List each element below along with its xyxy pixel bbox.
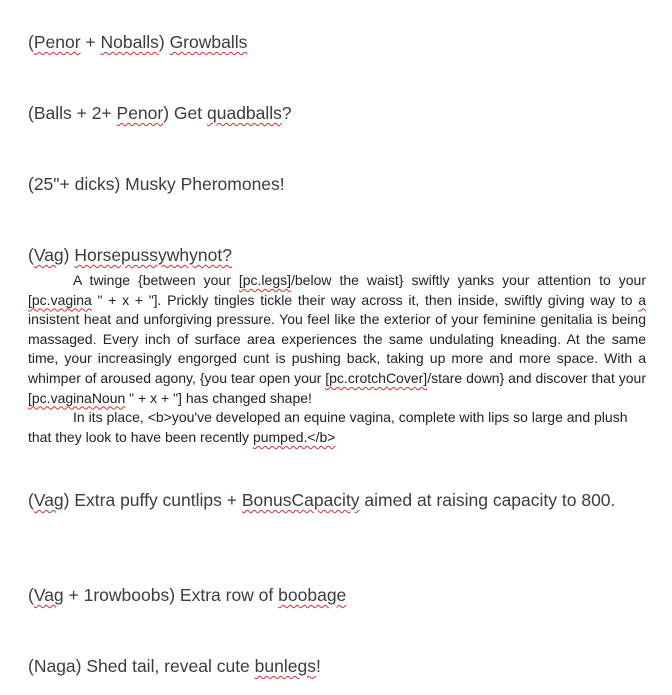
spellcheck-word[interactable]: Growballs (169, 32, 248, 52)
spellcheck-word[interactable]: [pc.legs] (238, 272, 291, 288)
heading-text: ) (63, 245, 75, 265)
heading-text: ? (281, 103, 292, 123)
heading-text: ( (28, 490, 34, 510)
heading-puffy-cuntlips (28, 488, 628, 512)
heading-text: + (80, 32, 101, 52)
heading-extra-row-boobage (28, 584, 346, 606)
body-text (28, 271, 646, 447)
heading-text: ) Extra puffy cuntlips + (63, 490, 242, 510)
spellcheck-word[interactable]: Noballs (100, 32, 159, 52)
spellcheck-word[interactable]: [pc.vaginaNoun (28, 389, 126, 406)
heading-text: ( (28, 585, 34, 605)
spellcheck-word[interactable]: Vag (33, 585, 64, 605)
spellcheck-word[interactable]: Vag (33, 490, 64, 510)
heading-text: + 1rowboobs) Extra row of (63, 585, 279, 605)
heading-text: (25"+ dicks) Musky Pheromones! (28, 174, 285, 194)
heading-text: aimed at raising capacity to 800. (359, 490, 616, 510)
spellcheck-word[interactable]: Horsepussywhynot? (74, 245, 232, 265)
heading-text: ) Get (163, 103, 207, 123)
spellcheck-word[interactable]: [pc.vagina (28, 291, 92, 308)
spellcheck-word[interactable]: bunlegs (254, 656, 316, 676)
heading-musky-pheromones (28, 173, 285, 195)
heading-text: ( (28, 32, 34, 52)
heading-growballs (28, 31, 247, 53)
spellcheck-word[interactable]: a (638, 291, 646, 308)
heading-horsepussy (28, 244, 232, 266)
heading-text: ) (158, 32, 170, 52)
spellcheck-word[interactable]: pumped.</b> (252, 428, 336, 445)
spellcheck-word[interactable]: Penor (33, 32, 81, 52)
heading-shed-tail (28, 655, 321, 677)
body-paragraph: A twinge {between your [pc.legs]/below the waist} swiftly yanks your attention to your [pc.vagina " + x + "]. Prickly tingles tickle their way across it, then inside, swiftly giving way to a insistent heat and unforgiving pressure. You feel like the exterior of your feminine genitalia is being massaged. Every inch of surface area experiences the same undulating kneading. At the same time, your increasingly engorged cunt is pushing back, taking up more and more space. With a whimper of aroused agony, {you tear open your [pc.crotchCover]/stare down} and discover that your [pc.vaginaNoun " + x + "] has changed shape! (28, 272, 646, 406)
heading-text: ! (315, 656, 321, 676)
spellcheck-word[interactable]: boobage (278, 585, 347, 605)
heading-quadballs (28, 102, 292, 124)
body-paragraph: In its place, <b>you've developed an equine vagina, complete with lips so large and plush that they look to have been recently pumped.</b> (28, 409, 628, 445)
spellcheck-word[interactable]: quadballs (207, 103, 282, 123)
heading-text: (Balls + 2+ (28, 103, 117, 123)
heading-text: ( (28, 245, 34, 265)
spellcheck-word[interactable]: BonusCapacity (241, 490, 360, 510)
heading-text: (Naga) Shed tail, reveal cute (28, 656, 255, 676)
spellcheck-word[interactable]: Vag (33, 245, 64, 265)
spellcheck-word[interactable]: [pc.crotchCover] (325, 369, 428, 386)
spellcheck-word[interactable]: Penor (116, 103, 164, 123)
